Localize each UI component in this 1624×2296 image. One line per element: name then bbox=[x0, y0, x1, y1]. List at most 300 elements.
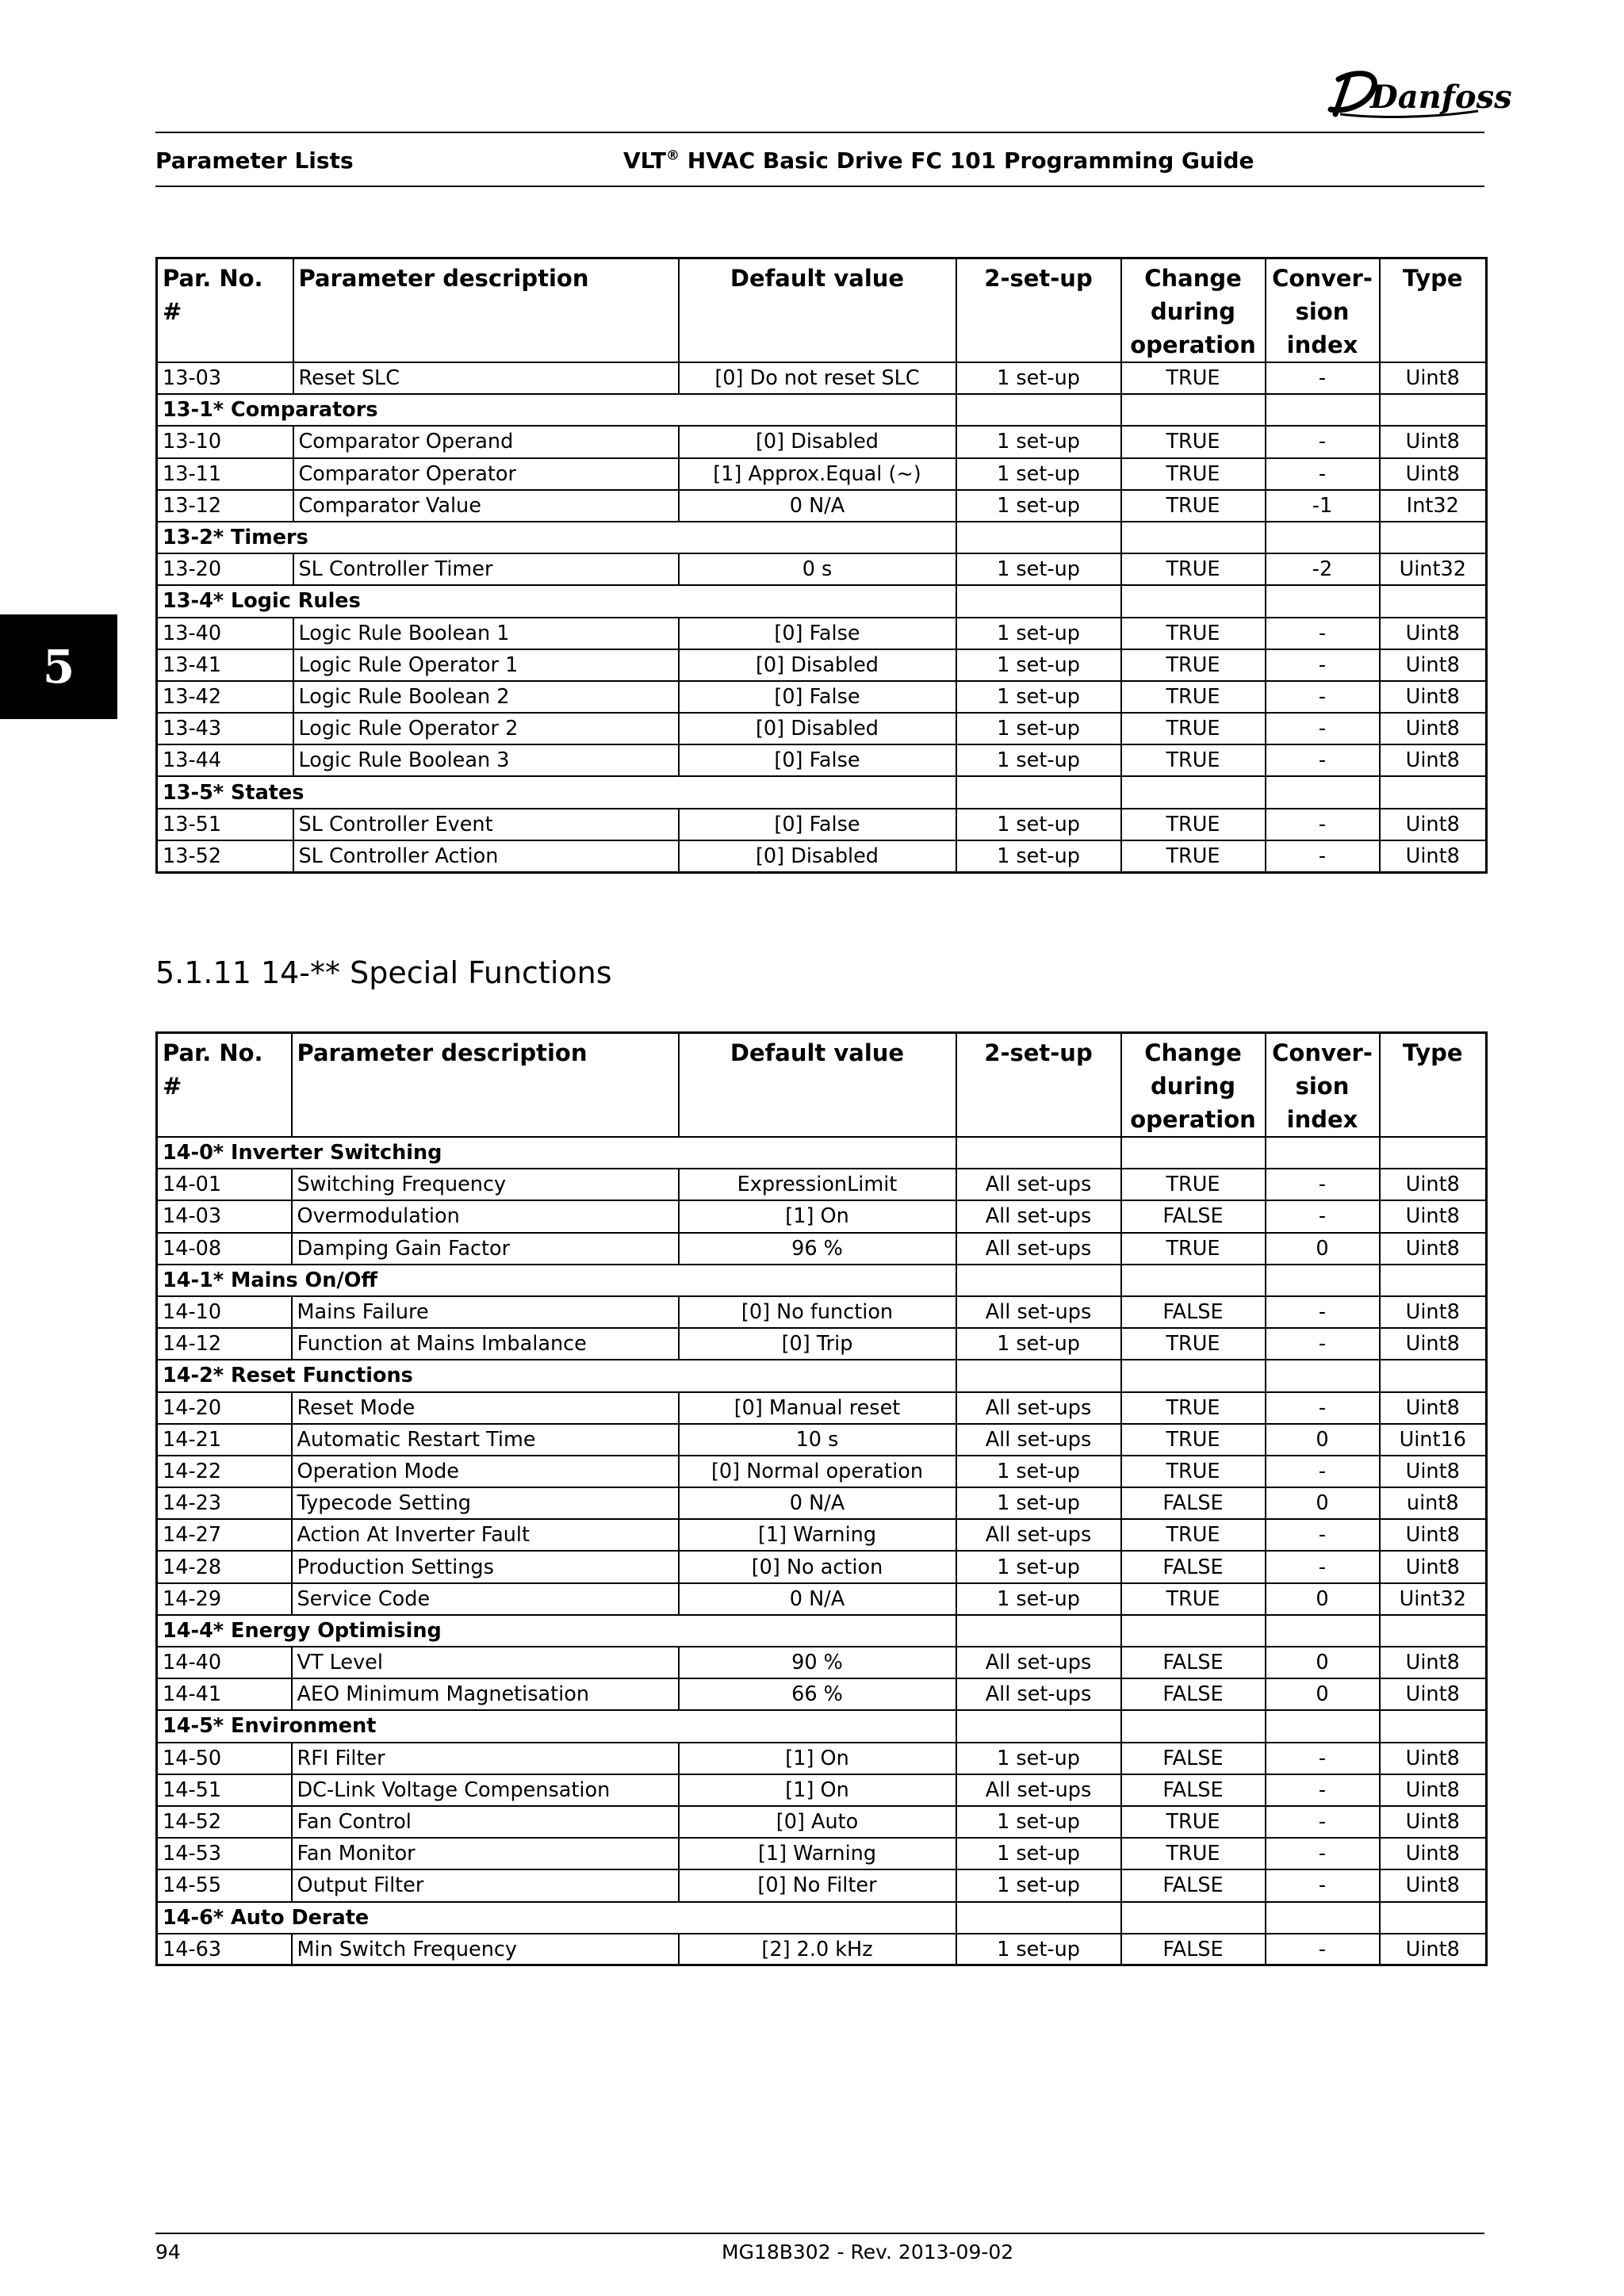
empty-cell bbox=[1121, 1615, 1266, 1647]
description-cell: Function at Mains Imbalance bbox=[292, 1328, 679, 1360]
brand-text: Danfoss bbox=[1370, 78, 1512, 116]
group-row bbox=[157, 1265, 1487, 1296]
type-cell: uint8 bbox=[1380, 1487, 1487, 1519]
empty-cell bbox=[1121, 585, 1266, 617]
default-value-cell: 96 % bbox=[679, 1233, 956, 1265]
change-cell: TRUE bbox=[1121, 1233, 1266, 1265]
default-value-cell: [0] False bbox=[679, 744, 956, 776]
type-cell: Uint8 bbox=[1380, 458, 1487, 490]
setup-cell: All set-ups bbox=[956, 1678, 1121, 1710]
type-cell: Uint8 bbox=[1380, 1169, 1487, 1200]
default-value-cell: [1] On bbox=[679, 1743, 956, 1774]
table-row bbox=[157, 713, 1487, 744]
par-no-cell: 14-63 bbox=[157, 1934, 292, 1965]
col-par-no: Par. No. # bbox=[157, 1033, 292, 1138]
group-heading: 14-1* Mains On/Off bbox=[157, 1265, 956, 1296]
description-cell: Comparator Operand bbox=[293, 426, 679, 457]
par-no-cell: 13-52 bbox=[157, 840, 293, 872]
change-cell: FALSE bbox=[1121, 1743, 1266, 1774]
default-value-cell: [0] False bbox=[679, 809, 956, 840]
col-conversion-index: Conver- sion index bbox=[1266, 1033, 1380, 1138]
conversion-cell: - bbox=[1266, 618, 1380, 649]
empty-cell bbox=[1380, 522, 1487, 553]
col-setup: 2-set-up bbox=[956, 1033, 1121, 1138]
conversion-cell: - bbox=[1266, 1743, 1380, 1774]
empty-cell bbox=[1121, 1902, 1266, 1934]
table-row bbox=[157, 1838, 1487, 1869]
conversion-cell: 0 bbox=[1266, 1647, 1380, 1678]
default-value-cell: 10 s bbox=[679, 1424, 956, 1456]
group-row bbox=[157, 776, 1487, 808]
type-cell: Uint32 bbox=[1380, 553, 1487, 585]
type-cell: Uint8 bbox=[1380, 1806, 1487, 1838]
conversion-cell: - bbox=[1266, 744, 1380, 776]
change-cell: TRUE bbox=[1121, 458, 1266, 490]
default-value-cell: 0 N/A bbox=[679, 1487, 956, 1519]
empty-cell bbox=[956, 585, 1121, 617]
table-row bbox=[157, 840, 1487, 872]
description-cell: Damping Gain Factor bbox=[292, 1233, 679, 1265]
group-row bbox=[157, 1137, 1487, 1169]
empty-cell bbox=[956, 776, 1121, 808]
description-cell: Mains Failure bbox=[292, 1296, 679, 1328]
description-cell: Output Filter bbox=[292, 1869, 679, 1901]
col-description: Parameter description bbox=[292, 1033, 679, 1138]
default-value-cell: [1] On bbox=[679, 1200, 956, 1232]
empty-cell bbox=[1266, 1710, 1380, 1742]
description-cell: Typecode Setting bbox=[292, 1487, 679, 1519]
default-value-cell: [0] Manual reset bbox=[679, 1392, 956, 1424]
par-no-cell: 14-40 bbox=[157, 1647, 292, 1678]
table-row bbox=[157, 1487, 1487, 1519]
conversion-cell: - bbox=[1266, 1200, 1380, 1232]
empty-cell bbox=[1380, 585, 1487, 617]
description-cell: AEO Minimum Magnetisation bbox=[292, 1678, 679, 1710]
empty-cell bbox=[1266, 522, 1380, 553]
type-cell: Uint8 bbox=[1380, 1934, 1487, 1965]
type-cell: Uint8 bbox=[1380, 1647, 1487, 1678]
table-row bbox=[157, 426, 1487, 457]
table-row bbox=[157, 649, 1487, 681]
empty-cell bbox=[956, 1615, 1121, 1647]
setup-cell: All set-ups bbox=[956, 1200, 1121, 1232]
table-row bbox=[157, 1519, 1487, 1551]
par-no-cell: 13-11 bbox=[157, 458, 293, 490]
type-cell: Uint8 bbox=[1380, 1869, 1487, 1901]
conversion-cell: - bbox=[1266, 1838, 1380, 1869]
type-cell: Uint8 bbox=[1380, 681, 1487, 713]
conversion-cell: - bbox=[1266, 1392, 1380, 1424]
default-value-cell: [0] No function bbox=[679, 1296, 956, 1328]
conversion-cell: - bbox=[1266, 1328, 1380, 1360]
table-row bbox=[157, 1200, 1487, 1232]
empty-cell bbox=[1121, 1710, 1266, 1742]
change-cell: FALSE bbox=[1121, 1551, 1266, 1582]
empty-cell bbox=[1266, 394, 1380, 426]
empty-cell bbox=[1380, 1265, 1487, 1296]
description-cell: Production Settings bbox=[292, 1551, 679, 1582]
par-no-cell: 13-10 bbox=[157, 426, 293, 457]
description-cell: SL Controller Event bbox=[293, 809, 679, 840]
group-heading: 14-0* Inverter Switching bbox=[157, 1137, 956, 1169]
empty-cell bbox=[1121, 1137, 1266, 1169]
par-no-cell: 13-42 bbox=[157, 681, 293, 713]
default-value-cell: [0] Disabled bbox=[679, 649, 956, 681]
setup-cell: 1 set-up bbox=[956, 1838, 1121, 1869]
empty-cell bbox=[1380, 776, 1487, 808]
conversion-cell: - bbox=[1266, 713, 1380, 744]
conversion-cell: - bbox=[1266, 1519, 1380, 1551]
empty-cell bbox=[956, 1710, 1121, 1742]
par-no-cell: 14-01 bbox=[157, 1169, 292, 1200]
par-no-cell: 14-10 bbox=[157, 1296, 292, 1328]
type-cell: Int32 bbox=[1380, 490, 1487, 522]
section-heading: 5.1.11 14-** Special Functions bbox=[155, 955, 612, 990]
description-cell: Service Code bbox=[292, 1583, 679, 1615]
par-no-cell: 14-08 bbox=[157, 1233, 292, 1265]
setup-cell: 1 set-up bbox=[956, 1806, 1121, 1838]
setup-cell: 1 set-up bbox=[956, 809, 1121, 840]
description-cell: DC-Link Voltage Compensation bbox=[292, 1774, 679, 1806]
table-header bbox=[157, 1033, 1487, 1138]
empty-cell bbox=[1380, 394, 1487, 426]
conversion-cell: - bbox=[1266, 649, 1380, 681]
description-cell: Fan Control bbox=[292, 1806, 679, 1838]
change-cell: FALSE bbox=[1121, 1678, 1266, 1710]
conversion-cell: - bbox=[1266, 1456, 1380, 1487]
table-row bbox=[157, 1743, 1487, 1774]
default-value-cell: [0] Disabled bbox=[679, 840, 956, 872]
group-heading: 14-5* Environment bbox=[157, 1710, 956, 1742]
default-value-cell: 0 N/A bbox=[679, 490, 956, 522]
parameter-table-13 bbox=[155, 257, 1488, 874]
empty-cell bbox=[1121, 1265, 1266, 1296]
group-row bbox=[157, 1710, 1487, 1742]
empty-cell bbox=[956, 394, 1121, 426]
chapter-tab: 5 bbox=[0, 614, 117, 719]
type-cell: Uint8 bbox=[1380, 1233, 1487, 1265]
change-cell: TRUE bbox=[1121, 809, 1266, 840]
empty-cell bbox=[956, 1360, 1121, 1391]
conversion-cell: 0 bbox=[1266, 1233, 1380, 1265]
group-row bbox=[157, 1902, 1487, 1934]
par-no-cell: 13-43 bbox=[157, 713, 293, 744]
change-cell: FALSE bbox=[1121, 1774, 1266, 1806]
setup-cell: All set-ups bbox=[956, 1519, 1121, 1551]
par-no-cell: 14-28 bbox=[157, 1551, 292, 1582]
par-no-cell: 13-40 bbox=[157, 618, 293, 649]
document-id: MG18B302 - Rev. 2013-09-02 bbox=[722, 2241, 1014, 2263]
table-row bbox=[157, 1328, 1487, 1360]
description-cell: Automatic Restart Time bbox=[292, 1424, 679, 1456]
page-number: 94 bbox=[155, 2241, 181, 2263]
table-row bbox=[157, 1678, 1487, 1710]
type-cell: Uint8 bbox=[1380, 1519, 1487, 1551]
empty-cell bbox=[1380, 1137, 1487, 1169]
par-no-cell: 14-50 bbox=[157, 1743, 292, 1774]
change-cell: TRUE bbox=[1121, 840, 1266, 872]
par-no-cell: 14-27 bbox=[157, 1519, 292, 1551]
default-value-cell: [0] Disabled bbox=[679, 713, 956, 744]
running-header-left: Parameter Lists bbox=[155, 147, 354, 174]
table-row bbox=[157, 1456, 1487, 1487]
setup-cell: 1 set-up bbox=[956, 1328, 1121, 1360]
conversion-cell: - bbox=[1266, 426, 1380, 457]
default-value-cell: [0] Disabled bbox=[679, 426, 956, 457]
type-cell: Uint8 bbox=[1380, 713, 1487, 744]
conversion-cell: 0 bbox=[1266, 1487, 1380, 1519]
description-cell: Logic Rule Operator 2 bbox=[293, 713, 679, 744]
setup-cell: All set-ups bbox=[956, 1296, 1121, 1328]
table-row bbox=[157, 1169, 1487, 1200]
col-change-during-op: Change during operation bbox=[1121, 258, 1266, 363]
change-cell: TRUE bbox=[1121, 1392, 1266, 1424]
empty-cell bbox=[1266, 585, 1380, 617]
header-row bbox=[157, 258, 1487, 363]
par-no-cell: 14-52 bbox=[157, 1806, 292, 1838]
par-no-cell: 13-41 bbox=[157, 649, 293, 681]
setup-cell: 1 set-up bbox=[956, 458, 1121, 490]
conversion-cell: - bbox=[1266, 840, 1380, 872]
par-no-cell: 13-51 bbox=[157, 809, 293, 840]
group-row bbox=[157, 1360, 1487, 1391]
conversion-cell: -2 bbox=[1266, 553, 1380, 585]
empty-cell bbox=[956, 522, 1121, 553]
type-cell: Uint8 bbox=[1380, 1200, 1487, 1232]
change-cell: TRUE bbox=[1121, 490, 1266, 522]
default-value-cell: [0] Auto bbox=[679, 1806, 956, 1838]
conversion-cell: - bbox=[1266, 1774, 1380, 1806]
table-row bbox=[157, 1774, 1487, 1806]
col-description: Parameter description bbox=[293, 258, 679, 363]
empty-cell bbox=[956, 1265, 1121, 1296]
empty-cell bbox=[1121, 1360, 1266, 1391]
par-no-cell: 14-03 bbox=[157, 1200, 292, 1232]
type-cell: Uint8 bbox=[1380, 1678, 1487, 1710]
table-row bbox=[157, 1647, 1487, 1678]
description-cell: SL Controller Action bbox=[293, 840, 679, 872]
setup-cell: 1 set-up bbox=[956, 618, 1121, 649]
type-cell: Uint8 bbox=[1380, 840, 1487, 872]
empty-cell bbox=[1380, 1710, 1487, 1742]
type-cell: Uint8 bbox=[1380, 426, 1487, 457]
running-header-right: VLT® HVAC Basic Drive FC 101 Programming Guide bbox=[623, 147, 1254, 174]
header-rule-bottom bbox=[155, 186, 1484, 187]
change-cell: TRUE bbox=[1121, 618, 1266, 649]
empty-cell bbox=[1380, 1360, 1487, 1391]
conversion-cell: - bbox=[1266, 1806, 1380, 1838]
group-heading: 13-1* Comparators bbox=[157, 394, 956, 426]
default-value-cell: [0] Trip bbox=[679, 1328, 956, 1360]
par-no-cell: 13-12 bbox=[157, 490, 293, 522]
setup-cell: 1 set-up bbox=[956, 1934, 1121, 1965]
change-cell: TRUE bbox=[1121, 1519, 1266, 1551]
default-value-cell: [1] On bbox=[679, 1774, 956, 1806]
default-value-cell: [1] Approx.Equal (~) bbox=[679, 458, 956, 490]
table-row bbox=[157, 1424, 1487, 1456]
type-cell: Uint8 bbox=[1380, 1392, 1487, 1424]
conversion-cell: - bbox=[1266, 1169, 1380, 1200]
change-cell: TRUE bbox=[1121, 744, 1266, 776]
danfoss-logo bbox=[1324, 62, 1512, 124]
default-value-cell: 90 % bbox=[679, 1647, 956, 1678]
change-cell: TRUE bbox=[1121, 1838, 1266, 1869]
description-cell: Comparator Value bbox=[293, 490, 679, 522]
description-cell: Min Switch Frequency bbox=[292, 1934, 679, 1965]
default-value-cell: 66 % bbox=[679, 1678, 956, 1710]
header-rule bbox=[155, 132, 1484, 133]
default-value-cell: ExpressionLimit bbox=[679, 1169, 956, 1200]
setup-cell: All set-ups bbox=[956, 1392, 1121, 1424]
empty-cell bbox=[1266, 1360, 1380, 1391]
table-row bbox=[157, 1233, 1487, 1265]
default-value-cell: [0] False bbox=[679, 681, 956, 713]
description-cell: Fan Monitor bbox=[292, 1838, 679, 1869]
conversion-cell: - bbox=[1266, 1551, 1380, 1582]
change-cell: TRUE bbox=[1121, 649, 1266, 681]
empty-cell bbox=[1380, 1615, 1487, 1647]
type-cell: Uint8 bbox=[1380, 1743, 1487, 1774]
par-no-cell: 14-21 bbox=[157, 1424, 292, 1456]
setup-cell: 1 set-up bbox=[956, 1487, 1121, 1519]
type-cell: Uint8 bbox=[1380, 649, 1487, 681]
table-row bbox=[157, 458, 1487, 490]
col-change-during-op: Change during operation bbox=[1121, 1033, 1266, 1138]
conversion-cell: - bbox=[1266, 1934, 1380, 1965]
table-row bbox=[157, 553, 1487, 585]
table-row bbox=[157, 1869, 1487, 1901]
type-cell: Uint8 bbox=[1380, 1296, 1487, 1328]
empty-cell bbox=[1266, 776, 1380, 808]
type-cell: Uint16 bbox=[1380, 1424, 1487, 1456]
setup-cell: 1 set-up bbox=[956, 1869, 1121, 1901]
type-cell: Uint8 bbox=[1380, 1838, 1487, 1869]
conversion-cell: - bbox=[1266, 458, 1380, 490]
type-cell: Uint8 bbox=[1380, 1328, 1487, 1360]
par-no-cell: 13-03 bbox=[157, 362, 293, 394]
empty-cell bbox=[1380, 1902, 1487, 1934]
setup-cell: 1 set-up bbox=[956, 1551, 1121, 1582]
table-row bbox=[157, 362, 1487, 394]
group-row bbox=[157, 585, 1487, 617]
default-value-cell: [0] No Filter bbox=[679, 1869, 956, 1901]
change-cell: FALSE bbox=[1121, 1647, 1266, 1678]
default-value-cell: [1] Warning bbox=[679, 1838, 956, 1869]
parameter-table-14 bbox=[155, 1031, 1488, 1966]
group-heading: 13-5* States bbox=[157, 776, 956, 808]
conversion-cell: - bbox=[1266, 1296, 1380, 1328]
group-heading: 13-4* Logic Rules bbox=[157, 585, 956, 617]
description-cell: Overmodulation bbox=[292, 1200, 679, 1232]
change-cell: TRUE bbox=[1121, 553, 1266, 585]
par-no-cell: 13-44 bbox=[157, 744, 293, 776]
description-cell: Action At Inverter Fault bbox=[292, 1519, 679, 1551]
conversion-cell: - bbox=[1266, 1869, 1380, 1901]
description-cell: Logic Rule Boolean 1 bbox=[293, 618, 679, 649]
default-value-cell: [2] 2.0 kHz bbox=[679, 1934, 956, 1965]
description-cell: Logic Rule Boolean 2 bbox=[293, 681, 679, 713]
type-cell: Uint8 bbox=[1380, 1551, 1487, 1582]
group-heading: 14-6* Auto Derate bbox=[157, 1902, 956, 1934]
table-row bbox=[157, 809, 1487, 840]
default-value-cell: [0] False bbox=[679, 618, 956, 649]
description-cell: RFI Filter bbox=[292, 1743, 679, 1774]
col-type: Type bbox=[1380, 258, 1487, 363]
table-row bbox=[157, 1934, 1487, 1965]
type-cell: Uint8 bbox=[1380, 1774, 1487, 1806]
setup-cell: 1 set-up bbox=[956, 553, 1121, 585]
setup-cell: All set-ups bbox=[956, 1424, 1121, 1456]
change-cell: FALSE bbox=[1121, 1487, 1266, 1519]
default-value-cell: [0] Normal operation bbox=[679, 1456, 956, 1487]
change-cell: FALSE bbox=[1121, 1934, 1266, 1965]
change-cell: TRUE bbox=[1121, 426, 1266, 457]
default-value-cell: [1] Warning bbox=[679, 1519, 956, 1551]
table-row bbox=[157, 490, 1487, 522]
description-cell: Operation Mode bbox=[292, 1456, 679, 1487]
conversion-cell: 0 bbox=[1266, 1583, 1380, 1615]
setup-cell: 1 set-up bbox=[956, 681, 1121, 713]
table-row bbox=[157, 618, 1487, 649]
group-heading: 14-4* Energy Optimising bbox=[157, 1615, 956, 1647]
change-cell: TRUE bbox=[1121, 681, 1266, 713]
description-cell: Switching Frequency bbox=[292, 1169, 679, 1200]
change-cell: TRUE bbox=[1121, 1169, 1266, 1200]
change-cell: TRUE bbox=[1121, 1424, 1266, 1456]
table-row bbox=[157, 1551, 1487, 1582]
description-cell: Reset Mode bbox=[292, 1392, 679, 1424]
col-type: Type bbox=[1380, 1033, 1487, 1138]
col-default-value: Default value bbox=[679, 1033, 956, 1138]
table-header bbox=[157, 258, 1487, 363]
change-cell: FALSE bbox=[1121, 1200, 1266, 1232]
default-value-cell: [0] No action bbox=[679, 1551, 956, 1582]
col-par-no: Par. No. # bbox=[157, 258, 293, 363]
type-cell: Uint32 bbox=[1380, 1583, 1487, 1615]
par-no-cell: 14-12 bbox=[157, 1328, 292, 1360]
description-cell: SL Controller Timer bbox=[293, 553, 679, 585]
setup-cell: 1 set-up bbox=[956, 713, 1121, 744]
empty-cell bbox=[1266, 1902, 1380, 1934]
footer-rule bbox=[155, 2233, 1484, 2234]
group-row bbox=[157, 394, 1487, 426]
table-row bbox=[157, 1296, 1487, 1328]
setup-cell: All set-ups bbox=[956, 1233, 1121, 1265]
empty-cell bbox=[1266, 1265, 1380, 1296]
setup-cell: 1 set-up bbox=[956, 1583, 1121, 1615]
setup-cell: 1 set-up bbox=[956, 649, 1121, 681]
default-value-cell: 0 N/A bbox=[679, 1583, 956, 1615]
par-no-cell: 14-23 bbox=[157, 1487, 292, 1519]
change-cell: TRUE bbox=[1121, 1806, 1266, 1838]
par-no-cell: 13-20 bbox=[157, 553, 293, 585]
par-no-cell: 14-41 bbox=[157, 1678, 292, 1710]
default-value-cell: [0] Do not reset SLC bbox=[679, 362, 956, 394]
setup-cell: 1 set-up bbox=[956, 362, 1121, 394]
par-no-cell: 14-55 bbox=[157, 1869, 292, 1901]
description-cell: Comparator Operator bbox=[293, 458, 679, 490]
change-cell: TRUE bbox=[1121, 713, 1266, 744]
conversion-cell: - bbox=[1266, 362, 1380, 394]
default-value-cell: 0 s bbox=[679, 553, 956, 585]
col-setup: 2-set-up bbox=[956, 258, 1121, 363]
setup-cell: 1 set-up bbox=[956, 744, 1121, 776]
empty-cell bbox=[1121, 394, 1266, 426]
description-cell: Logic Rule Operator 1 bbox=[293, 649, 679, 681]
type-cell: Uint8 bbox=[1380, 618, 1487, 649]
table-row bbox=[157, 744, 1487, 776]
description-cell: Reset SLC bbox=[293, 362, 679, 394]
